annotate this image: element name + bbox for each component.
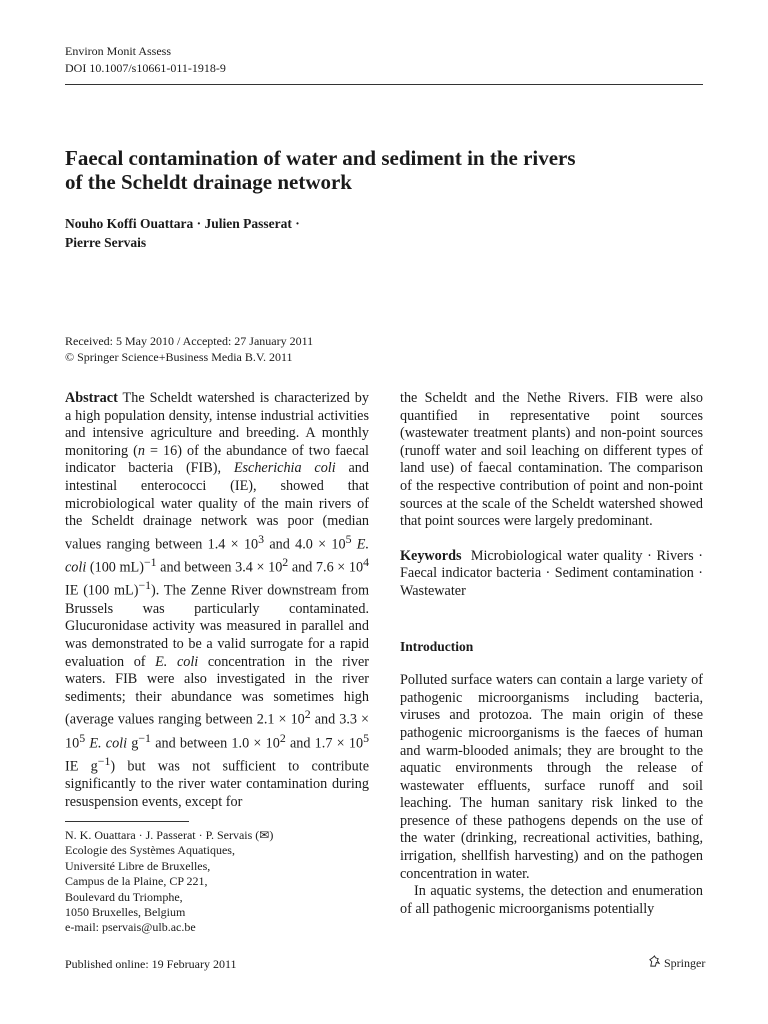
affiliation-block — [65, 828, 273, 936]
journal-name: Environ Monit Assess — [65, 44, 172, 58]
abstract-continued: the Scheldt and the Nethe Rivers. FIB were also quantified in representative point sources (wastewater treatment plants) and non-point sources (runoff water and soil leaching on different types of land use) of faecal contamination. The comparison of the respective contribution of point and non-point sources at the scale of the Scheldt watershed showed that point sources were largely predominant. — [400, 390, 703, 530]
intro-paragraph-2: In aquatic systems, the detection and enumeration of all pathogenic microorganisms potentially — [400, 883, 703, 917]
right-column — [400, 390, 703, 918]
publication-dates — [65, 333, 313, 365]
doi: DOI 10.1007/s10661-011-1918-9 — [65, 61, 226, 75]
abstract-text: Abstract The Scheldt watershed is characterized by a high population density, intense industrial activities and intensive agriculture and breeding. A monthly monitoring (n = 16) of the abundance of two faecal indicator bacteria (FIB), Escherichia coli and intestinal enterococci (IE), showed that microbiological water quality of the main rivers of the Scheldt drainage network was poor (median values ranging between $1.4 \times 10^3$ and $4.0 \times 10^5$ E. coli (100 mL)$^{-1}$ and between $3.4 \times 10^2$ and $7.6 \times 10^4$ IE (100 mL)$^{-1}$). The Zenne River downstream from Brussels was particularly contaminated. Glucuronidase activity was measured in parallel and was demonstrated to be a valid surrogate for a rapid evaluation of E. coli concentration in the river waters. FIB were also investigated in the river sediments; their abundance was sometimes high (average values ranging between $2.1 \times 10^2$ and $3.3 \times 10^5$ E. coli $g^{-1}$ and between $1.0 \times 10^2$ and $1.7 \times 10^5$ IE $g^{-1}$) but was not sufficient to contribute significantly to the river water contamination during resuspension events, except for — [65, 390, 370, 810]
publisher-name: Springer — [664, 956, 706, 970]
section-heading-introduction: Introduction — [400, 638, 474, 654]
authors: Nouho Koffi Ouattara · Julien Passerat · Pierre Servais — [65, 216, 300, 250]
keywords — [400, 548, 703, 601]
affiliation-line: Boulevard du Triomphe, — [65, 889, 183, 904]
header-rule — [65, 84, 703, 85]
received-accepted: Received: 5 May 2010 / Accepted: 27 January 2011 — [65, 334, 314, 348]
paper-title: Faecal contamination of water and sediment in the rivers of the Scheldt drainage network — [65, 146, 576, 194]
springer-horse-icon — [648, 955, 661, 972]
journal-header — [65, 43, 226, 77]
abstract-column — [65, 390, 369, 811]
affiliation-email[interactable]: e-mail: pservais@ulb.ac.be — [65, 920, 196, 935]
intro-paragraph-1: Polluted surface waters can contain a large variety of pathogenic microorganisms including bacteria, viruses and protozoa. The main origin of these pathogenic microorganisms is the faeces of human and warm-blooded animals; they are brought to the aquatic environments through the release of wastewater effluents, surface runoff and soil leaching. The human sanitary risk linked to the presence of these pathogens depends on the use of the water (drinking, recreational activities, bathing, irrigation, shellfish harvesting) and on the pathogen concentration in water. — [400, 672, 703, 882]
keywords-label: Keywords — [400, 547, 462, 564]
publisher-logo — [648, 955, 705, 972]
affiliation-line: Ecologie des Systèmes Aquatiques, — [65, 843, 235, 858]
keywords-text: Microbiological water quality · Rivers · Faecal indicator bacteria · Sediment contamination · Wastewater — [400, 547, 703, 599]
affiliation-authors: N. K. Ouattara · J. Passerat · P. Servais (✉) — [65, 828, 274, 842]
affiliation-line: 1050 Bruxelles, Belgium — [65, 905, 186, 920]
affiliation-line: Campus de la Plaine, CP 221, — [65, 874, 208, 889]
footnote-rule — [65, 821, 189, 822]
abstract-label: Abstract — [65, 390, 118, 406]
affiliation-line: Université Libre de Bruxelles, — [65, 858, 211, 873]
published-online: Published online: 19 February 2011 — [65, 957, 237, 971]
copyright: © Springer Science+Business Media B.V. 2011 — [65, 350, 293, 364]
